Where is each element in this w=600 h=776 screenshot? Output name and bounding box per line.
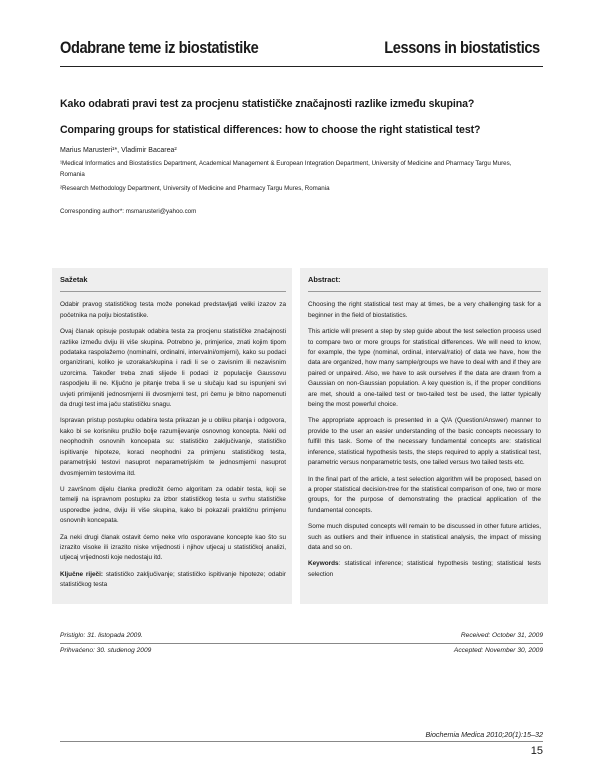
abstract-paragraph: The appropriate approach is presented in a Q/A (Question/Answer) manner to provide to the user an easier understanding of the basic concepts necessary to fulfill this task. Some of the necessary fundamental concepts are: statistical inference, statistical hypothesis tests, the steps required to apply a statistical test, parametric versus nonparametric tests, one tailed versus two tailed tests etc. (308, 417, 541, 467)
sazetak-divider (60, 291, 286, 292)
abstract-keywords-text: : statistical inference; statistical hypothesis testing; statistical tests selection (308, 560, 541, 578)
dates-divider (60, 643, 543, 644)
authors: Marius Marusteri¹*, Vladimir Bacarea² (60, 147, 177, 154)
received-date-croatian: Pristiglo: 31. listopada 2009. (60, 632, 143, 639)
sazetak-paragraph: Za neki drugi članak ostavit ćemo neke vrlo osporavane koncepte kao što su izrazito visoke ili izrazito niske vrijednosti i njihov utjecaj u statističkoj analizi, utjecaj vrijednosti koje nedostaju itd. (60, 533, 286, 562)
accepted-date-english: Accepted: November 30, 2009 (453, 647, 543, 654)
header-rule (60, 66, 543, 67)
sazetak-keywords-label: Ključne riječi: (60, 570, 103, 578)
abstract-heading: Abstract: (308, 275, 341, 284)
sazetak-keywords-text: statističko zaključivanje; statističko ispitivanje hipoteze; odabir statističkog testa (60, 570, 286, 589)
title-croatian: Kako odabrati pravi test za procjenu statističke značajnosti razlike između skupina? (60, 98, 475, 110)
abstract-paragraph: This article will present a step by step guide about the test selection process used to compare two or more groups for statistical differences. We will need to know, for example, the type (nominal, ordinal, interval/ratio) of data we have, how the data are organized, how many sample/groups we have to deal with and if they are paired or unpaired. Also, we have to ask ourselves if the data are drawn from a Gaussian on non-Gaussian population. A key question is, if the proper conditions are met, should a one-tailed test or two-tailed test be used, the latter typically being the most powerful choice. (308, 328, 541, 409)
sazetak-heading: Sažetak (60, 275, 88, 284)
sazetak-column (60, 275, 286, 597)
abstract-keywords-label: Keywords (308, 560, 339, 568)
journal-citation: Biochemia Medica 2010;20(1):15–32 (425, 730, 543, 739)
sazetak-paragraph: Odabir pravog statističkog testa može ponekad predstavljati veliki izazov za početnika na polju biostatistike. (60, 301, 286, 319)
corresponding-author: Corresponding author*: msmarusteri@yahoo.com (60, 208, 197, 215)
page-number: 15 (530, 745, 543, 757)
sazetak-paragraph: Ispravan pristup postupku odabira testa prikazan je u obliku pitanja i odgovora, kako bi se korisniku pružilo bolje razumijevanje osnovnog koncepta. Neki od neophodnih osnovnih koncepata su: statističko zaključivanje, statističko ispitivanje hipoteze, koraci neophodni za primjenu statističkog testa, parametrijski testovi nasuprot neparametrijskim te jednosmjerni nasuprot dvosmjernim testovima itd. (60, 417, 286, 477)
abstract-paragraph: Choosing the right statistical test may at times, be a very challenging task for a beginner in the field of biostatistics. (308, 301, 541, 319)
abstract-paragraph: In the final part of the article, a test selection algorithm will be proposed, based on a proper statistical decision-tree for the statistical comparison of one, two or more groups, for the purpose of demonstrating the practical application of the fundamental concepts. (308, 475, 541, 514)
abstract-keywords (308, 559, 541, 580)
running-header-english: Lessons in biostatistics (384, 38, 540, 57)
sazetak-paragraph: U završnom dijelu članka predložit ćemo algoritam za odabir testa, koji se temelji na ispravnom postupku za izbor statističkog testa u svrhu statističke usporedbe jedne, dviju ili više skupina, kako bi pokazali praktičnu primjenu osnovnih koncepata. (60, 485, 286, 525)
sazetak-paragraph: Ovaj članak opisuje postupak odabira testa za procjenu statističke značajnosti razlike između dviju ili više skupina. Potrebno je, primjerice, znati kojim tipom podataka raspolažemo (nominalni, ordinalni, intervalni/omjerni), kako su podaci organizirani, koliko je uzoraka/skupina i radi li se o zavisnim ili nezavisnim uzorcima. Također treba znati slijede li podaci iz populacije Gaussovu raspodjelu ili ne. Ključno je pitanje treba li se u slučaju kad su ispunjeni svi uvjeti primijeniti jednosmjerni ili dvosmjerni test, pri čemu je bitno napomenuti da drugi test ima jaču statističku snagu. (60, 328, 286, 409)
abstract-paragraph: Some much disputed concepts will remain to be discussed in other future articles, such as outliers and their influence in statistical analysis, the impact of missing data and so on. (308, 523, 541, 551)
sazetak-keywords (60, 570, 286, 591)
accepted-date-croatian: Prihvaćeno: 30. studenog 2009 (60, 647, 152, 654)
footer-rule (60, 741, 543, 742)
received-date-english: Received: October 31, 2009 (460, 632, 543, 639)
abstract-divider (308, 291, 541, 292)
running-header-croatian: Odabrane teme iz biostatistike (60, 38, 259, 57)
affiliation-1: ¹Medical Informatics and Biostatistics Department, Academical Management & European Integration Department, University of Medicine and Pharmacy Targu Mures, Romania (60, 160, 512, 178)
abstract-column (308, 275, 541, 586)
title-english: Comparing groups for statistical differences: how to choose the right statistical test? (60, 124, 481, 136)
affiliation-2: ²Research Methodology Department, University of Medicine and Pharmacy Targu Mures, Romania (60, 185, 330, 192)
